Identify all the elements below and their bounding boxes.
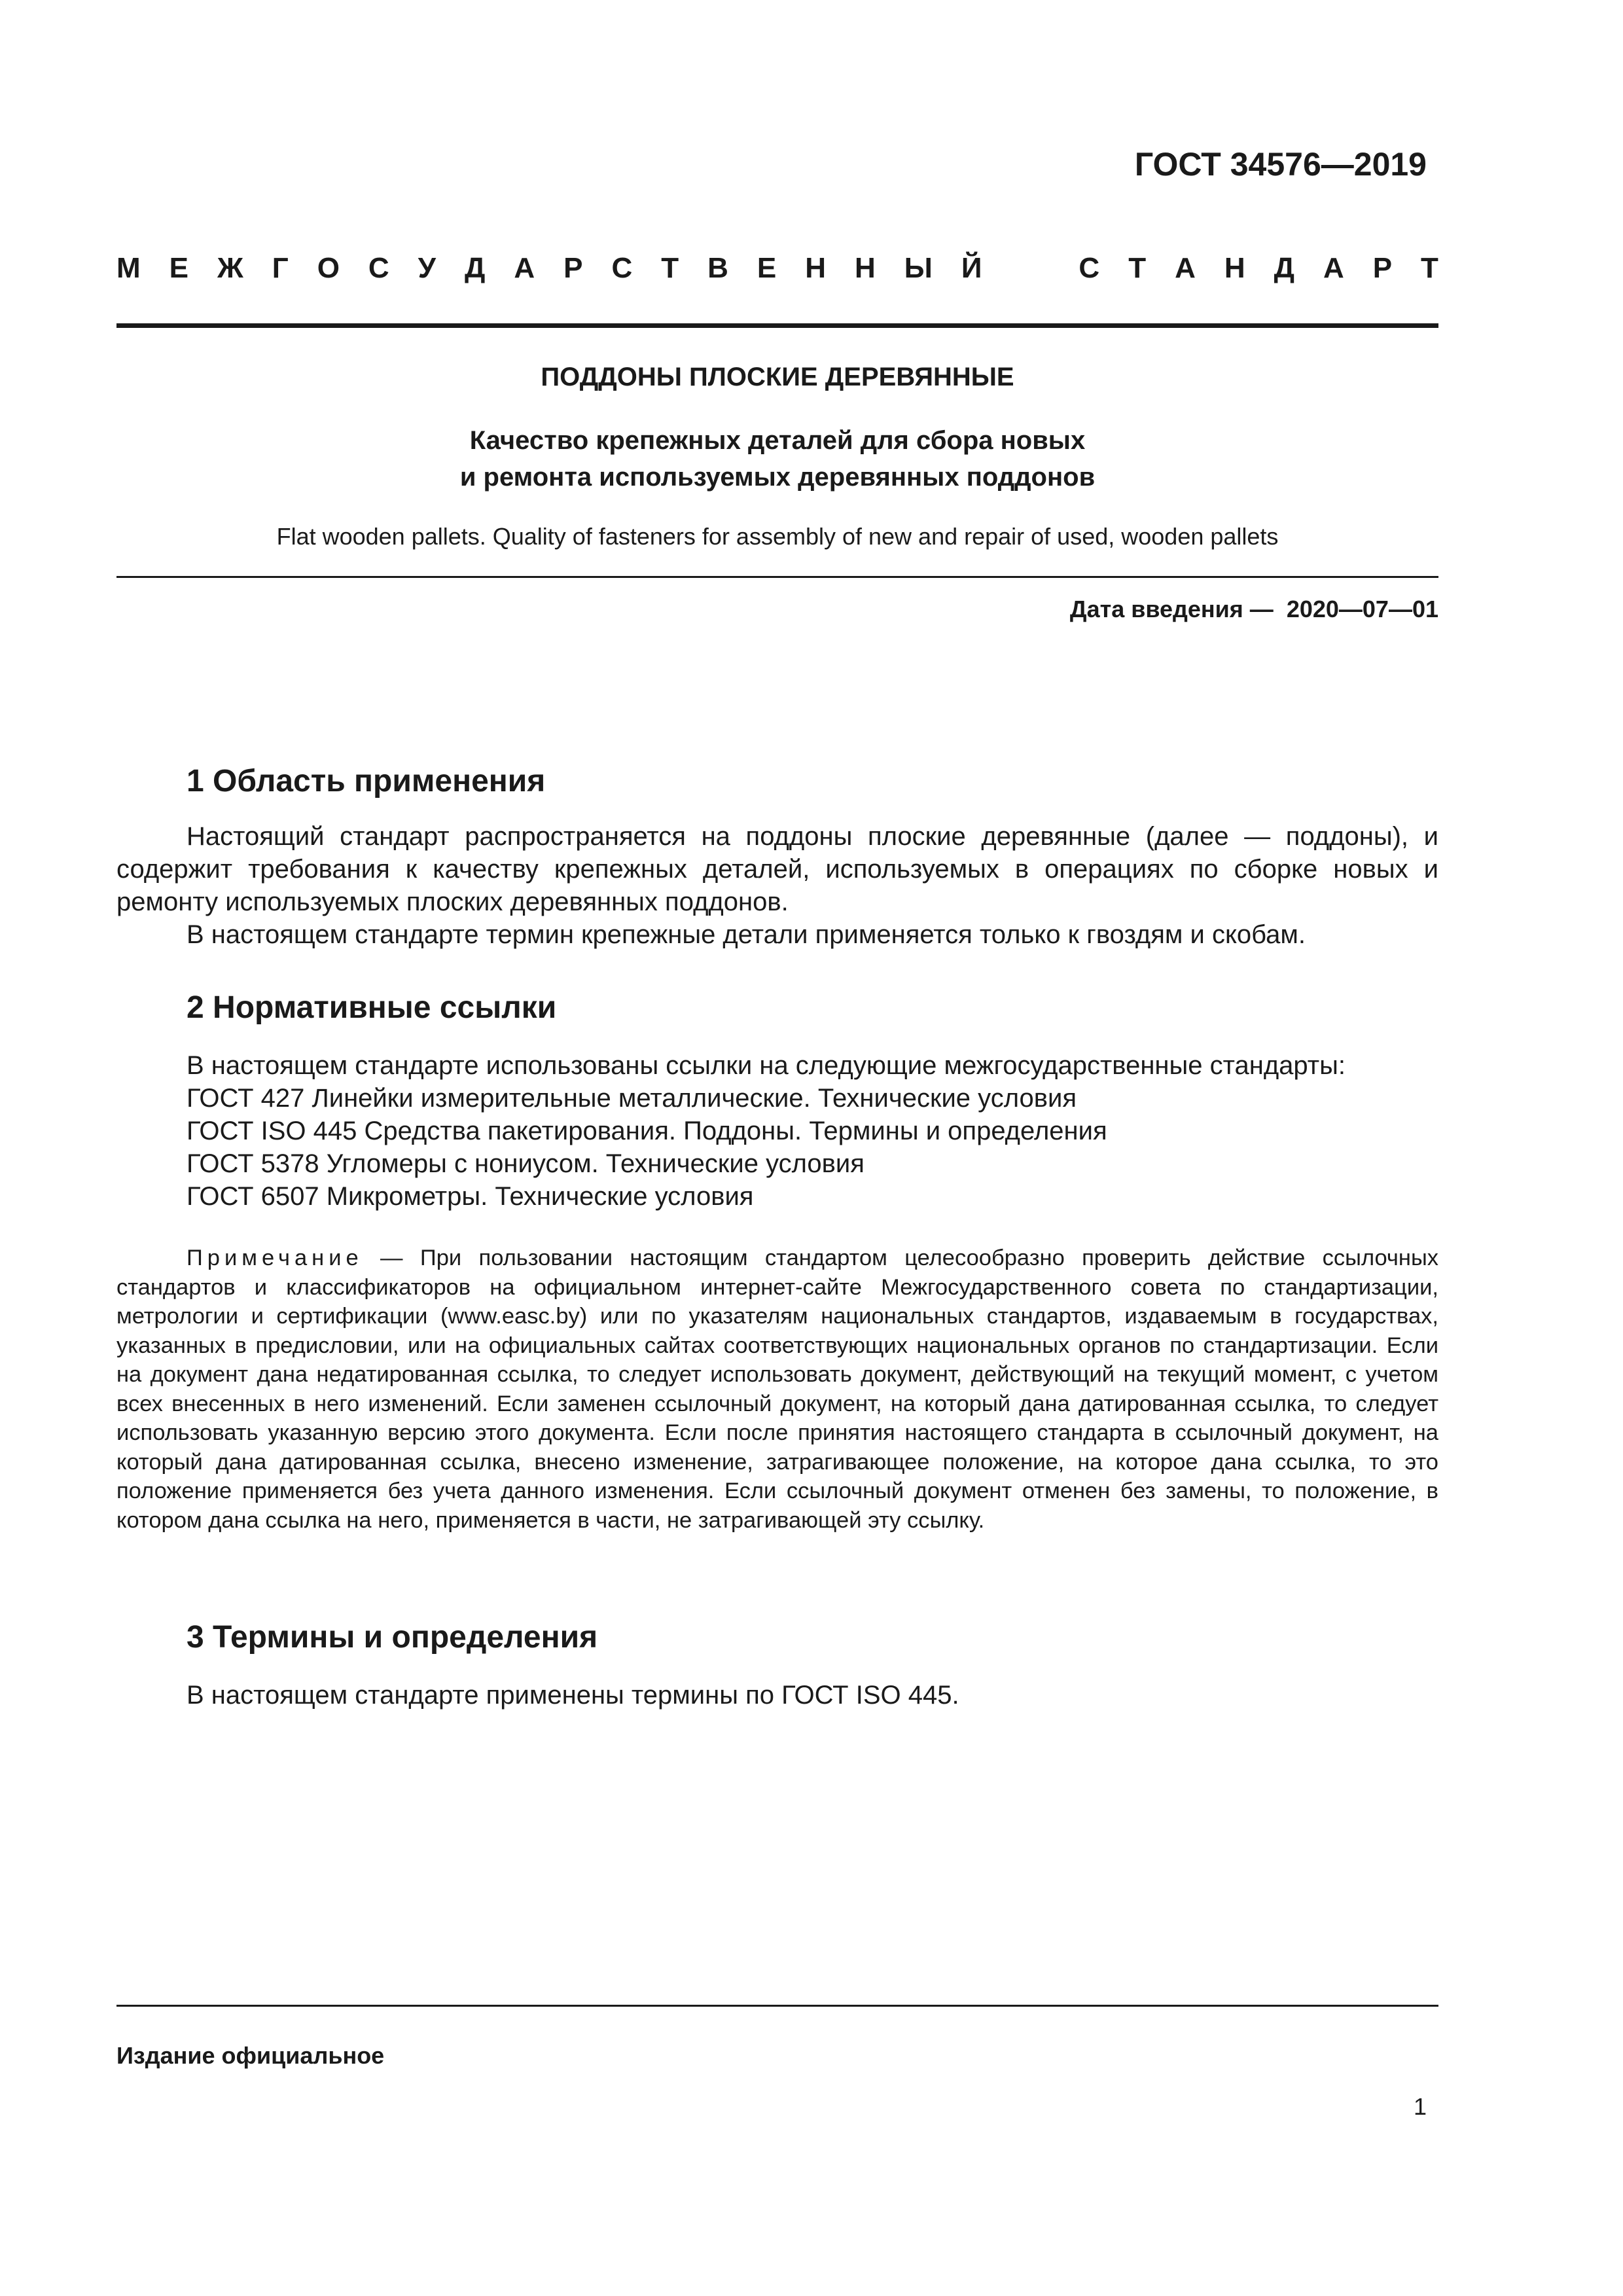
reference-item: ГОСТ 427 Линейки измерительные металлические. Технические условия: [187, 1084, 1077, 1113]
section-2-heading: 2 Нормативные ссылки: [187, 990, 557, 1025]
section-1-paragraph-1: [116, 820, 1438, 918]
document-title: ПОДДОНЫ ПЛОСКИЕ ДЕРЕВЯННЫЕ: [541, 363, 1014, 391]
standard-kind-letter: Т: [1128, 252, 1147, 284]
section-1-p1-text: Настоящий стандарт распространяется на поддоны плоские деревянные (далее — поддоны), и содержит требования к качеству крепежных деталей, используемых в операциях по сборке новых и ремонту используемых плоских деревянных поддонов.: [116, 822, 1438, 916]
document-subtitle: [116, 422, 1438, 495]
word-gap: [1010, 249, 1050, 288]
page-number: 1: [1413, 2093, 1427, 2120]
standard-kind-letter: С: [1079, 252, 1100, 284]
standard-kind-letter: У: [418, 252, 437, 284]
standard-kind-letter: Е: [169, 252, 188, 284]
standard-kind-letter: Ж: [217, 252, 243, 284]
subtitle-line-2: и ремонта используемых деревянных поддонов: [459, 463, 1096, 492]
official-edition-label: Издание официальное: [116, 2042, 385, 2069]
section-1-paragraph-2: [116, 918, 1438, 951]
standard-kind-letter: А: [1323, 252, 1344, 284]
standard-kind-letter: С: [611, 252, 633, 284]
section-1-p2-text: В настоящем стандарте термин крепежные детали применяется только к гвоздям и скобам.: [187, 920, 1306, 949]
reference-item: ГОСТ ISO 445 Средства пакетирования. Поддоны. Термины и определения: [187, 1117, 1107, 1145]
standard-number: ГОСТ 34576—2019: [1134, 146, 1427, 183]
standard-kind-letter: Д: [1274, 252, 1294, 284]
standard-kind-letter: Г: [272, 252, 289, 284]
standard-kind-letter: Р: [1372, 252, 1393, 284]
standard-kind-letter: О: [317, 252, 340, 284]
normative-note: [116, 1244, 1438, 1535]
standard-kind-letter: Т: [1421, 252, 1438, 284]
section-1-heading: 1 Область применения: [187, 764, 546, 798]
standard-kind: [116, 249, 1438, 288]
note-label: Примечание: [187, 1246, 363, 1270]
reference-item: ГОСТ 6507 Микрометры. Технические условия: [187, 1182, 754, 1211]
section-3-paragraph-1: В настоящем стандарте применены термины по ГОСТ ISO 445.: [187, 1681, 959, 1710]
standard-kind-letter: Н: [1224, 252, 1245, 284]
standard-kind-letter: Т: [661, 252, 679, 284]
standard-kind-letter: А: [1175, 252, 1196, 284]
reference-item: ГОСТ 5378 Угломеры с нониусом. Технические условия: [187, 1149, 865, 1178]
header-rule: [116, 323, 1438, 328]
section-3-heading: 3 Термины и определения: [187, 1620, 598, 1655]
section-2-intro: В настоящем стандарте использованы ссылки на следующие межгосударственные стандарты:: [187, 1051, 1346, 1080]
title-rule: [116, 576, 1438, 578]
standard-kind-letter: В: [707, 252, 728, 284]
intro-date-value: 2020—07—01: [1286, 596, 1438, 622]
standard-kind-letter: М: [116, 252, 141, 284]
footer-rule: [116, 2005, 1438, 2007]
standard-kind-letter: А: [514, 252, 535, 284]
standard-kind-letter: Е: [757, 252, 777, 284]
introduction-date: [1070, 596, 1438, 623]
standard-kind-letter: С: [368, 252, 389, 284]
standard-kind-letter: Р: [563, 252, 583, 284]
standard-kind-letter: Ы: [904, 252, 933, 284]
note-text: — При пользовании настоящим стандартом целесообразно проверить действие ссылочных стандартов и классификаторов на официальном интернет-сайте Межгосударственного совета по стандартизации, метрологии и сертификации (www.easc.by) или по указателям национальных стандартов, издаваемым в государствах, указанных в предисловии, или на официальных сайтах соответствующих национальных органов по стандартизации. Если на документ дана недатированная ссылка, то следует использовать документ, действующий на текущий момент, с учетом всех внесенных в него изменений. Если заменен ссылочный документ, на который дана датированная ссылка, то следует использовать указанную версию этого документа. Если после принятия настоящего стандарта в ссылочный документ, на который дана датированная ссылка, внесено изменение, затрагивающее положение, на которое дана ссылка, то это положение применяется без учета данного изменения. Если ссылочный документ отменен без замены, то положение, в котором дана ссылка на него, применяется в части, не затрагивающей эту ссылку.: [116, 1246, 1438, 1533]
intro-date-label: Дата введения —: [1069, 596, 1274, 622]
english-title: Flat wooden pallets. Quality of fasteners for assembly of new and repair of used, wooden pallets: [276, 523, 1279, 550]
standard-kind-letter: Й: [961, 252, 982, 284]
standard-kind-letter: Н: [855, 252, 876, 284]
standard-kind-letter: Н: [805, 252, 827, 284]
standard-kind-letter: Д: [465, 252, 486, 284]
subtitle-line-1: Качество крепежных деталей для сбора новых: [469, 426, 1086, 455]
